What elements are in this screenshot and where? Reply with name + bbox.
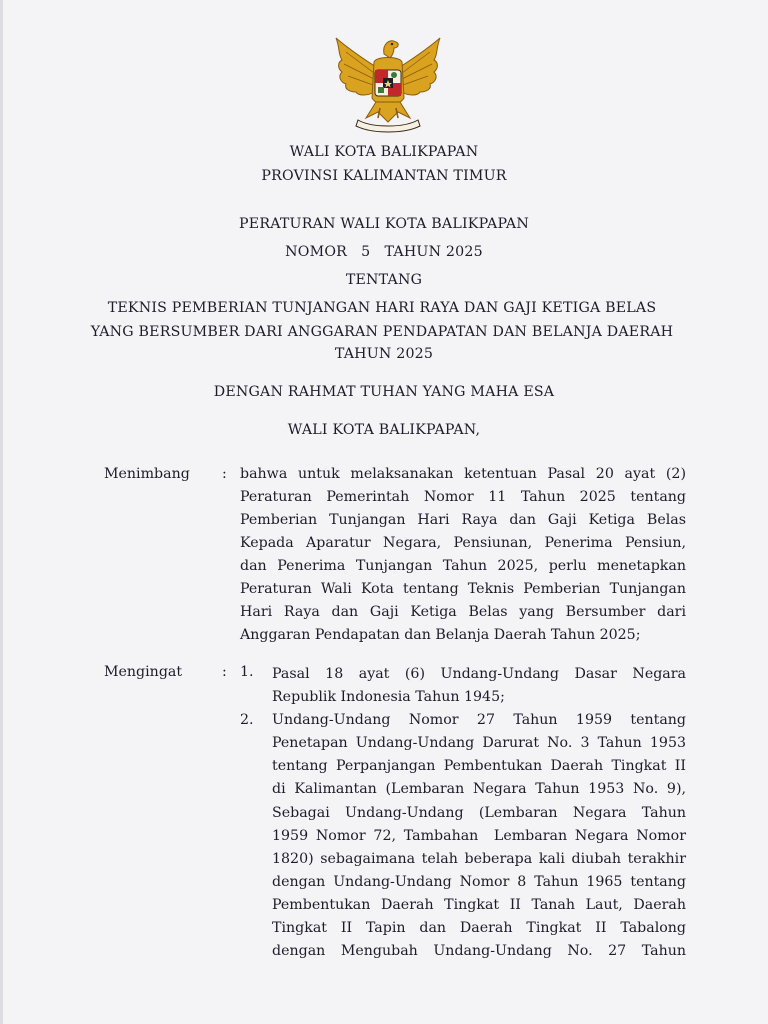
mengingat-line: Sebagai Undang-Undang (Lembaran Negara Tahun bbox=[272, 805, 686, 821]
item-number: 2. bbox=[240, 712, 254, 728]
mengingat-line: 1820) sebagaimana telah beberapa kali diubah terakhir bbox=[272, 851, 686, 867]
province-name: PROVINSI KALIMANTAN TIMUR bbox=[261, 168, 507, 184]
mengingat-line: Republik Indonesia Tahun 1945; bbox=[272, 689, 505, 705]
subject-line: TEKNIS PEMBERIAN TUNJANGAN HARI RAYA DAN GAJI KETIGA BELAS bbox=[107, 300, 657, 316]
menimbang-line: Pemberian Tunjangan Hari Raya dan Gaji Ketiga Belas bbox=[240, 512, 686, 528]
regulation-number: NOMOR 5 TAHUN 2025 bbox=[285, 244, 483, 260]
menimbang-line: bahwa untuk melaksanakan ketentuan Pasal 20 ayat (2) bbox=[240, 466, 686, 482]
menimbang-line: Kepada Aparatur Negara, Pensiunan, Penerima Pensiun, bbox=[240, 535, 686, 551]
subject-line: YANG BERSUMBER DARI ANGGARAN PENDAPATAN DAN BELANJA DAERAH bbox=[90, 324, 674, 340]
menimbang-line: dan Penerima Tunjangan Tahun 2025, perlu menetapkan bbox=[240, 558, 686, 574]
mengingat-line: 1959 Nomor 72, Tambahan Lembaran Negara Nomor bbox=[272, 828, 686, 844]
mengingat-colon: : bbox=[222, 664, 227, 680]
mengingat-line: Pasal 18 ayat (6) Undang-Undang Dasar Negara bbox=[272, 666, 686, 682]
institution-name: WALI KOTA BALIKPAPAN bbox=[289, 144, 479, 160]
item-number: 1. bbox=[240, 664, 254, 680]
mengingat-line: tentang Perpanjangan Pembentukan Daerah Tingkat II bbox=[272, 758, 686, 774]
regulation-title: PERATURAN WALI KOTA BALIKPAPAN bbox=[239, 216, 529, 232]
subject-line: TAHUN 2025 bbox=[334, 346, 434, 362]
mengingat-line: dengan Undang-Undang Nomor 8 Tahun 1965 tentang bbox=[272, 874, 686, 890]
mengingat-line: Pembentukan Daerah Tingkat II Tanah Laut, Daerah bbox=[272, 897, 686, 913]
about-heading: TENTANG bbox=[345, 272, 423, 288]
menimbang-label: Menimbang bbox=[104, 466, 190, 482]
mengingat-line: Tingkat II Tapin dan Daerah Tingkat II Tabalong bbox=[272, 920, 686, 936]
mengingat-line: dengan Mengubah Undang-Undang No. 27 Tahun bbox=[272, 943, 686, 959]
authority-line: WALI KOTA BALIKPAPAN, bbox=[287, 422, 481, 438]
menimbang-line: Anggaran Pendapatan dan Belanja Daerah Tahun 2025; bbox=[240, 627, 641, 643]
menimbang-line: Hari Raya dan Gaji Ketiga Belas yang Bersumber dari bbox=[240, 604, 686, 620]
mengingat-line: Undang-Undang Nomor 27 Tahun 1959 tentang bbox=[272, 712, 686, 728]
mengingat-line: di Kalimantan (Lembaran Negara Tahun 1953 No. 9), bbox=[272, 781, 686, 797]
menimbang-colon: : bbox=[222, 466, 227, 482]
mengingat-label: Mengingat bbox=[104, 664, 183, 680]
mengingat-line: Penetapan Undang-Undang Darurat No. 3 Tahun 1953 bbox=[272, 735, 686, 751]
garuda-emblem-icon bbox=[328, 32, 448, 134]
blessing-line: DENGAN RAHMAT TUHAN YANG MAHA ESA bbox=[213, 384, 555, 400]
menimbang-line: Peraturan Wali Kota tentang Teknis Pemberian Tunjangan bbox=[240, 581, 686, 597]
menimbang-line: Peraturan Pemerintah Nomor 11 Tahun 2025 tentang bbox=[240, 489, 686, 505]
